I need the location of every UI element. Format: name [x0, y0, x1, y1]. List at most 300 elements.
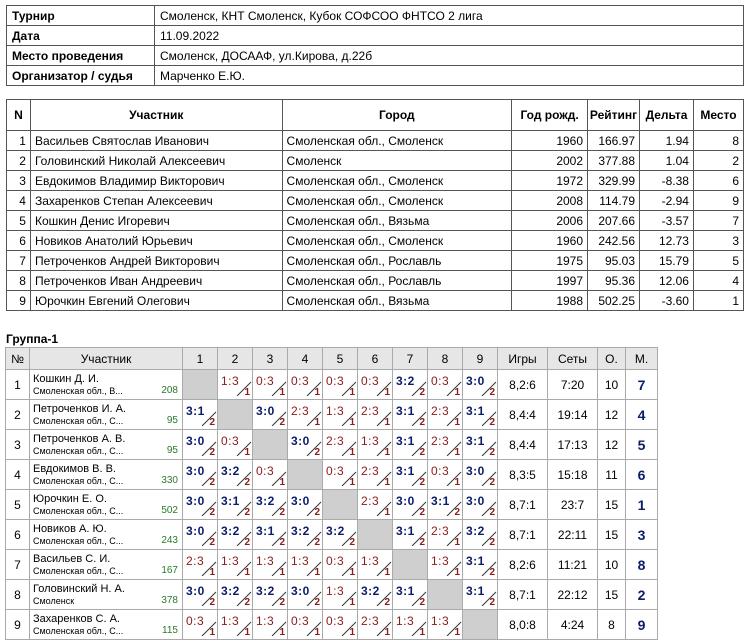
match-score: 3:2: [361, 584, 380, 598]
slash-divider: [443, 614, 463, 636]
match-points: 2: [419, 597, 425, 608]
slash-divider: [478, 524, 498, 546]
match-score: 3:2: [256, 584, 275, 598]
participant-name: Головинский Н. А.: [33, 582, 125, 595]
match-score: 2:3: [361, 494, 380, 508]
match-cell: [428, 430, 463, 460]
match-points: 2: [454, 507, 460, 518]
match-points: 1: [349, 387, 355, 398]
match-points: 2: [419, 387, 425, 398]
group-points: 8: [598, 610, 626, 640]
match-cell: [428, 520, 463, 550]
participant-cell: Захаренков Степан Алексеевич: [30, 191, 282, 211]
participant-row: [7, 251, 744, 271]
group-games: 8,2:6: [498, 550, 548, 580]
match-points: 2: [489, 597, 495, 608]
group-results-table: [5, 347, 658, 640]
participant-cell: 3: [7, 171, 31, 191]
group-row: [6, 520, 658, 550]
participant-name: Новиков А. Ю.: [33, 522, 107, 535]
match-cell: [358, 610, 393, 640]
group-participant: [30, 520, 183, 550]
participant-cell: 1988: [512, 291, 588, 311]
group-place: 9: [626, 610, 658, 640]
match-score: 1:3: [221, 374, 240, 388]
match-points: 1: [384, 417, 390, 428]
match-points: 1: [454, 447, 460, 458]
match-points: 1: [349, 627, 355, 638]
slash-divider: [408, 524, 428, 546]
match-points: 2: [489, 417, 495, 428]
group-header: №: [6, 348, 30, 370]
match-score: 3:2: [466, 524, 485, 538]
match-score: 3:1: [396, 464, 415, 478]
match-score: 1:3: [396, 614, 415, 628]
group-header: Сеты: [548, 348, 598, 370]
match-score: 3:0: [396, 494, 415, 508]
participant-cell: 1997: [512, 271, 588, 291]
slash-divider: [338, 374, 358, 396]
slash-divider: [268, 584, 288, 606]
slash-divider: [198, 524, 218, 546]
match-score: 0:3: [326, 374, 345, 388]
slash-divider: [338, 524, 358, 546]
match-score: 2:3: [431, 404, 450, 418]
match-cell: [428, 370, 463, 400]
slash-divider: [268, 404, 288, 426]
info-label: Турнир: [7, 6, 155, 26]
group-games: 8,3:5: [498, 460, 548, 490]
match-score: 3:1: [256, 524, 275, 538]
match-points: 2: [209, 447, 215, 458]
participant-cell: 5: [693, 251, 743, 271]
match-cell: [253, 460, 288, 490]
participant-cell: 114.79: [588, 191, 640, 211]
match-cell: [323, 400, 358, 430]
match-score: 1:3: [256, 554, 275, 568]
participant-cell: Головинский Николай Алексеевич: [30, 151, 282, 171]
participant-cell: 242.56: [588, 231, 640, 251]
participants-header: Дельта: [640, 100, 694, 131]
group-games: 8,2:6: [498, 370, 548, 400]
participant-row: [7, 291, 744, 311]
tournament-info-table: [6, 5, 744, 86]
slash-divider: [338, 404, 358, 426]
participant-cell: 12.73: [640, 231, 694, 251]
match-cell: [463, 460, 498, 490]
slash-divider: [478, 374, 498, 396]
group-row-number: 4: [6, 460, 30, 490]
match-points: 2: [419, 507, 425, 518]
match-points: 1: [384, 477, 390, 488]
match-points: 1: [384, 507, 390, 518]
slash-divider: [198, 434, 218, 456]
slash-divider: [443, 554, 463, 576]
match-score: 1:3: [221, 614, 240, 628]
group-row-number: 5: [6, 490, 30, 520]
group-games: 8,4:4: [498, 430, 548, 460]
participant-cell: 1.94: [640, 131, 694, 151]
slash-divider: [303, 584, 323, 606]
match-cell: [288, 520, 323, 550]
match-score: 1:3: [361, 434, 380, 448]
group-sets: 22:12: [548, 580, 598, 610]
participant-name: Петроченков А. В.: [33, 432, 126, 445]
group-title: Группа-1: [6, 332, 59, 346]
match-score: 0:3: [256, 464, 275, 478]
match-score: 0:3: [431, 374, 450, 388]
match-score: 3:1: [396, 584, 415, 598]
group-header: 4: [288, 348, 323, 370]
participant-cell: 1.04: [640, 151, 694, 171]
match-cell: [218, 460, 253, 490]
match-score: 3:0: [291, 494, 310, 508]
participant-cell: 7: [693, 211, 743, 231]
participant-cell: 1: [7, 131, 31, 151]
info-row: [7, 6, 744, 26]
match-points: 1: [279, 387, 285, 398]
match-points: 1: [349, 417, 355, 428]
participant-rating: 208: [161, 385, 178, 396]
participant-cell: 9: [693, 191, 743, 211]
slash-divider: [268, 524, 288, 546]
participant-cell: -3.57: [640, 211, 694, 231]
slash-divider: [478, 584, 498, 606]
match-score: 3:2: [221, 464, 240, 478]
participant-row: [7, 271, 744, 291]
match-points: 1: [454, 567, 460, 578]
match-points: 1: [279, 627, 285, 638]
match-points: 1: [454, 627, 460, 638]
group-row: [6, 550, 658, 580]
match-score: 3:0: [466, 494, 485, 508]
match-points: 1: [314, 567, 320, 578]
group-place: 7: [626, 370, 658, 400]
participant-cell: Юрочкин Евгений Олегович: [30, 291, 282, 311]
slash-divider: [373, 374, 393, 396]
match-points: 2: [419, 477, 425, 488]
group-row-number: 2: [6, 400, 30, 430]
group-points: 15: [598, 490, 626, 520]
match-cell: [463, 520, 498, 550]
match-cell: [428, 490, 463, 520]
match-points: 2: [209, 417, 215, 428]
slash-divider: [303, 434, 323, 456]
info-label: Место проведения: [7, 46, 155, 66]
slash-divider: [198, 554, 218, 576]
slash-divider: [303, 524, 323, 546]
participants-header: Год рожд.: [512, 100, 588, 131]
match-score: 1:3: [221, 554, 240, 568]
match-points: 2: [209, 477, 215, 488]
group-points: 12: [598, 400, 626, 430]
participant-cell: 502.25: [588, 291, 640, 311]
slash-divider: [338, 614, 358, 636]
participant-rating: 378: [161, 595, 178, 606]
group-place: 4: [626, 400, 658, 430]
match-score: 3:1: [186, 404, 205, 418]
match-points: 2: [489, 567, 495, 578]
participant-cell: 8: [7, 271, 31, 291]
info-row: [7, 66, 744, 86]
participants-header: Город: [282, 100, 512, 131]
participant-cell: Смоленская обл., Вязьма: [282, 211, 512, 231]
match-points: 2: [384, 597, 390, 608]
match-points: 2: [279, 537, 285, 548]
group-row: [6, 580, 658, 610]
match-points: 2: [489, 507, 495, 518]
slash-divider: [233, 494, 253, 516]
info-row: [7, 26, 744, 46]
match-cell: [288, 490, 323, 520]
group-header: Игры: [498, 348, 548, 370]
participant-rating: 95: [166, 415, 178, 426]
match-score: 3:1: [396, 524, 415, 538]
group-header: 5: [323, 348, 358, 370]
diagonal-cell: [323, 490, 358, 520]
participant-cell: 12.06: [640, 271, 694, 291]
slash-divider: [443, 374, 463, 396]
match-cell: [428, 400, 463, 430]
match-points: 1: [384, 447, 390, 458]
match-cell: [218, 490, 253, 520]
participant-name: Петроченков И. А.: [33, 402, 126, 415]
slash-divider: [198, 404, 218, 426]
match-cell: [183, 460, 218, 490]
participant-cell: 15.79: [640, 251, 694, 271]
match-points: 2: [314, 447, 320, 458]
match-cell: [323, 610, 358, 640]
group-participant: [30, 460, 183, 490]
match-score: 3:0: [186, 584, 205, 598]
match-cell: [183, 490, 218, 520]
slash-divider: [233, 614, 253, 636]
slash-divider: [443, 404, 463, 426]
group-header: 8: [428, 348, 463, 370]
match-cell: [218, 580, 253, 610]
participant-cell: Петроченков Иван Андреевич: [30, 271, 282, 291]
group-points: 10: [598, 370, 626, 400]
match-cell: [288, 610, 323, 640]
diagonal-cell: [288, 460, 323, 490]
match-points: 1: [349, 567, 355, 578]
slash-divider: [338, 434, 358, 456]
match-cell: [393, 400, 428, 430]
match-points: 1: [454, 537, 460, 548]
info-row: [7, 46, 744, 66]
match-score: 3:2: [221, 584, 240, 598]
match-cell: [358, 550, 393, 580]
match-points: 2: [279, 417, 285, 428]
participant-cell: Смоленская обл., Рославль: [282, 271, 512, 291]
match-points: 2: [244, 597, 250, 608]
info-value: Марченко Е.Ю.: [155, 66, 744, 86]
match-points: 1: [314, 627, 320, 638]
match-cell: [323, 580, 358, 610]
participant-cell: -8.38: [640, 171, 694, 191]
match-cell: [253, 370, 288, 400]
match-score: 2:3: [326, 434, 345, 448]
match-points: 2: [244, 537, 250, 548]
participant-cell: 2: [7, 151, 31, 171]
group-sets: 15:18: [548, 460, 598, 490]
match-score: 3:0: [186, 464, 205, 478]
match-score: 1:3: [291, 554, 310, 568]
info-value: 11.09.2022: [155, 26, 744, 46]
group-row-number: 1: [6, 370, 30, 400]
match-cell: [218, 520, 253, 550]
participant-rating: 115: [162, 625, 178, 636]
match-score: 3:0: [186, 434, 205, 448]
match-cell: [358, 430, 393, 460]
match-cell: [253, 520, 288, 550]
match-points: 1: [454, 477, 460, 488]
group-header: 3: [253, 348, 288, 370]
participant-row: [7, 211, 744, 231]
group-participant: [30, 430, 183, 460]
group-place: 5: [626, 430, 658, 460]
match-points: 2: [419, 417, 425, 428]
participant-cell: 1960: [512, 131, 588, 151]
slash-divider: [443, 524, 463, 546]
match-cell: [288, 550, 323, 580]
participant-cell: 7: [7, 251, 31, 271]
slash-divider: [443, 494, 463, 516]
match-points: 1: [349, 597, 355, 608]
match-score: 0:3: [221, 434, 240, 448]
slash-divider: [373, 584, 393, 606]
match-points: 1: [279, 477, 285, 488]
participant-cell: 2008: [512, 191, 588, 211]
participant-cell: Кошкин Денис Игоревич: [30, 211, 282, 231]
match-points: 2: [209, 597, 215, 608]
group-header: О.: [598, 348, 626, 370]
participant-cell: 2006: [512, 211, 588, 231]
match-cell: [253, 550, 288, 580]
match-cell: [393, 370, 428, 400]
match-points: 1: [244, 447, 250, 458]
match-cell: [358, 580, 393, 610]
match-points: 2: [314, 597, 320, 608]
match-score: 3:2: [291, 524, 310, 538]
group-sets: 17:13: [548, 430, 598, 460]
match-cell: [183, 520, 218, 550]
match-score: 1:3: [361, 554, 380, 568]
slash-divider: [198, 584, 218, 606]
match-score: 1:3: [431, 554, 450, 568]
participant-rating: 243: [161, 535, 178, 546]
match-score: 1:3: [326, 584, 345, 598]
participant-rating: 167: [161, 565, 178, 576]
match-score: 2:3: [431, 524, 450, 538]
match-points: 2: [349, 537, 355, 548]
match-score: 0:3: [326, 464, 345, 478]
group-header: Участник: [30, 348, 183, 370]
group-participant: [30, 550, 183, 580]
match-points: 1: [244, 387, 250, 398]
participant-city: Смоленская обл., С...: [33, 565, 124, 576]
participant-cell: 4: [7, 191, 31, 211]
match-points: 1: [314, 387, 320, 398]
match-points: 1: [244, 567, 250, 578]
group-sets: 11:21: [548, 550, 598, 580]
match-points: 1: [349, 447, 355, 458]
match-score: 1:3: [326, 404, 345, 418]
participant-cell: 95.36: [588, 271, 640, 291]
group-row: [6, 490, 658, 520]
slash-divider: [443, 464, 463, 486]
group-sets: 4:24: [548, 610, 598, 640]
match-score: 3:1: [466, 584, 485, 598]
participant-city: Смоленская обл., С...: [33, 535, 124, 546]
slash-divider: [303, 614, 323, 636]
match-score: 0:3: [431, 464, 450, 478]
info-label: Дата: [7, 26, 155, 46]
participant-name: Юрочкин Е. О.: [33, 492, 107, 505]
slash-divider: [198, 614, 218, 636]
match-score: 3:1: [466, 554, 485, 568]
participant-cell: 5: [7, 211, 31, 231]
match-score: 3:0: [291, 434, 310, 448]
info-label: Организатор / судья: [7, 66, 155, 86]
diagonal-cell: [218, 400, 253, 430]
group-header: 9: [463, 348, 498, 370]
match-points: 1: [209, 567, 215, 578]
participant-cell: -2.94: [640, 191, 694, 211]
match-cell: [183, 580, 218, 610]
slash-divider: [268, 374, 288, 396]
match-score: 3:1: [396, 434, 415, 448]
slash-divider: [373, 464, 393, 486]
group-header: М.: [626, 348, 658, 370]
slash-divider: [338, 584, 358, 606]
participant-cell: 1972: [512, 171, 588, 191]
match-points: 2: [419, 537, 425, 548]
slash-divider: [233, 524, 253, 546]
participant-cell: 207.66: [588, 211, 640, 231]
match-score: 2:3: [361, 404, 380, 418]
match-points: 1: [209, 627, 215, 638]
match-score: 0:3: [256, 374, 275, 388]
slash-divider: [408, 404, 428, 426]
match-points: 1: [384, 387, 390, 398]
slash-divider: [303, 374, 323, 396]
participant-city: Смоленская обл., С...: [33, 475, 124, 486]
match-cell: [218, 550, 253, 580]
participant-cell: 1975: [512, 251, 588, 271]
match-cell: [323, 430, 358, 460]
slash-divider: [408, 614, 428, 636]
group-points: 15: [598, 580, 626, 610]
slash-divider: [478, 554, 498, 576]
match-cell: [393, 460, 428, 490]
match-points: 2: [314, 507, 320, 518]
participant-row: [7, 191, 744, 211]
match-points: 1: [454, 387, 460, 398]
slash-divider: [233, 374, 253, 396]
match-score: 0:3: [291, 374, 310, 388]
match-score: 3:1: [431, 494, 450, 508]
match-cell: [428, 550, 463, 580]
group-row-number: 3: [6, 430, 30, 460]
match-points: 1: [454, 417, 460, 428]
match-score: 0:3: [291, 614, 310, 628]
participant-cell: 95.03: [588, 251, 640, 271]
slash-divider: [198, 464, 218, 486]
participant-cell: 2002: [512, 151, 588, 171]
slash-divider: [408, 464, 428, 486]
match-points: 1: [384, 627, 390, 638]
